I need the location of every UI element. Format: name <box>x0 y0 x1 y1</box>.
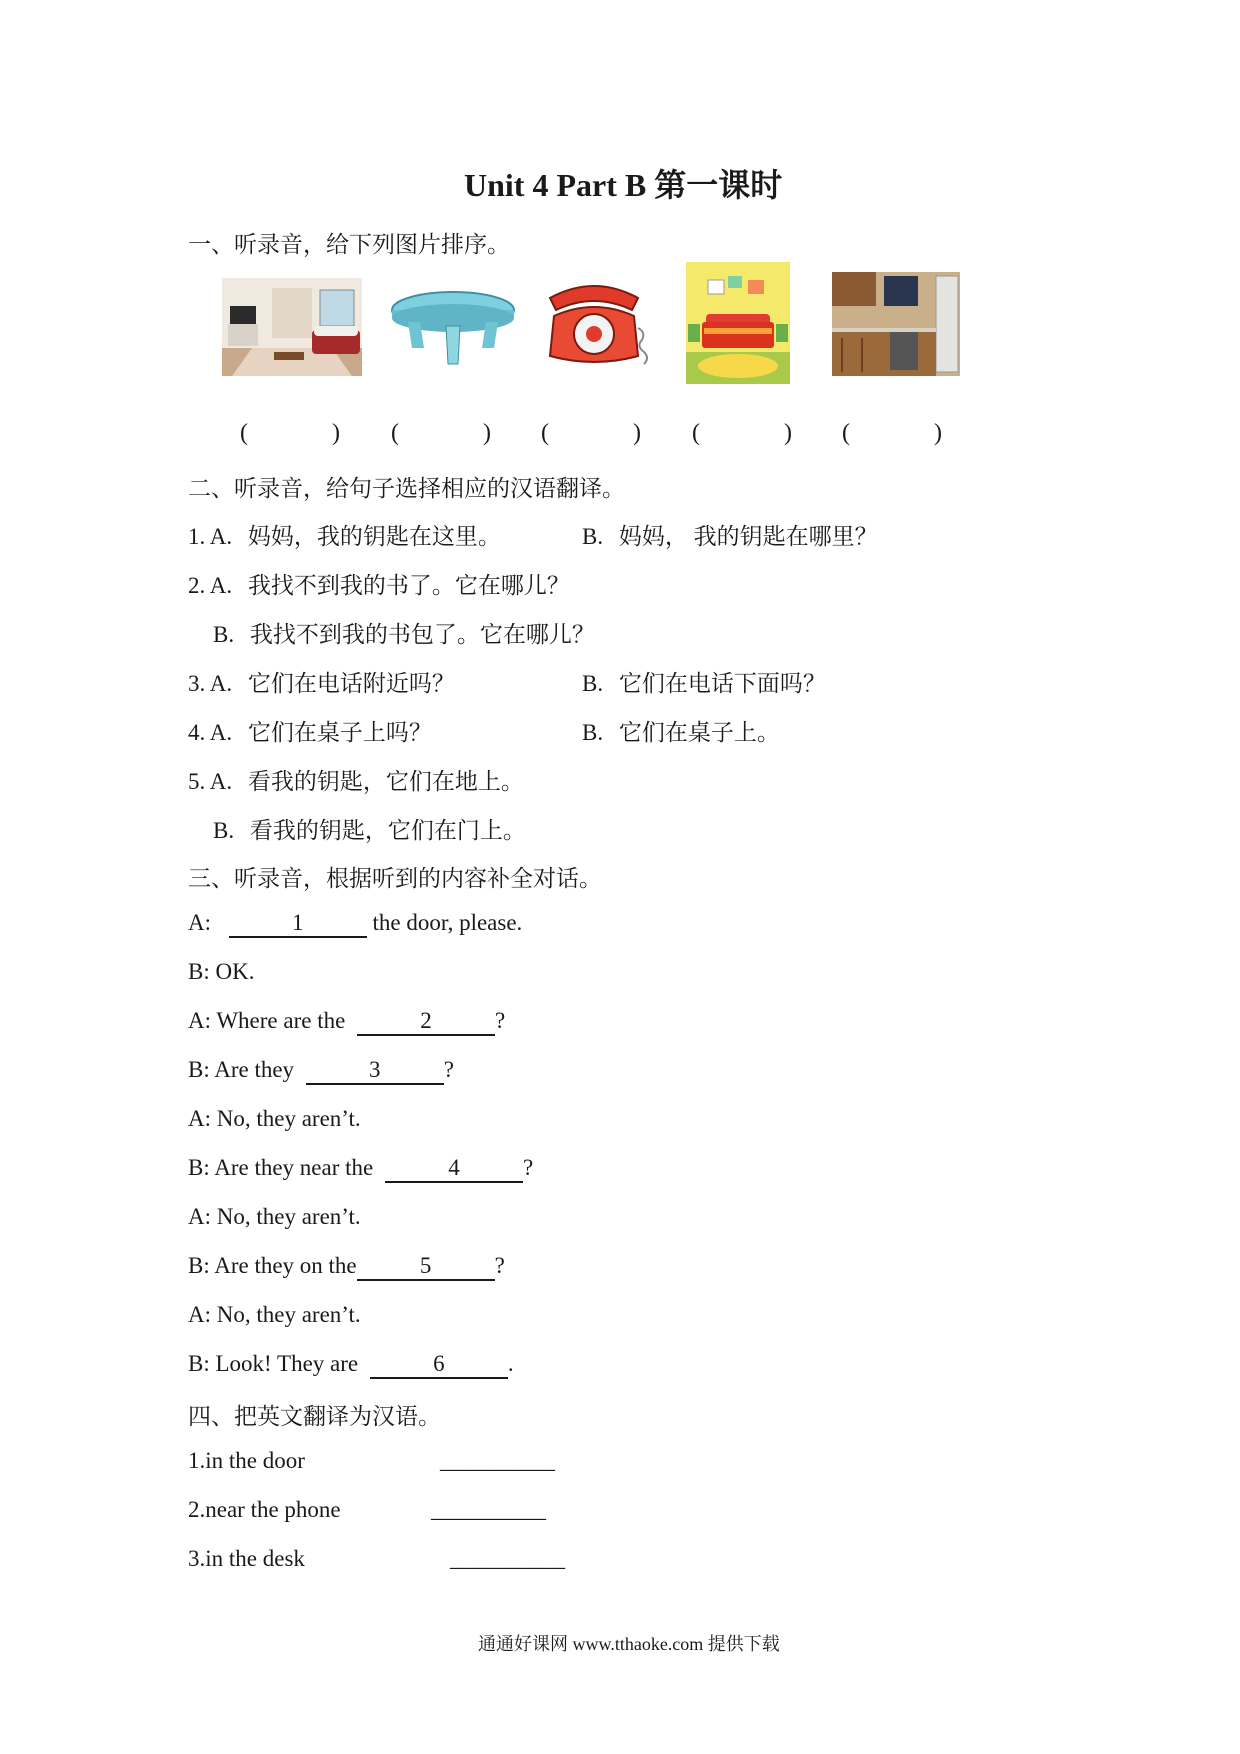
table-picture <box>390 288 516 368</box>
phone-picture <box>540 276 648 368</box>
question-2 <box>188 567 570 600</box>
option-a[interactable]: 看我的钥匙，它们在地上。 <box>247 769 524 794</box>
dialogue-line-2: B: OK. <box>188 959 255 984</box>
question-5-option-b[interactable]: B. 看我的钥匙，它们在门上。 <box>213 818 526 843</box>
fill-blank-2[interactable]: 2 <box>357 1008 495 1036</box>
dialogue-line-6: B: Are they near the 4 ? <box>188 1155 533 1183</box>
question-number: 1. A. <box>188 524 233 549</box>
section1-heading: 一、听录音，给下列图片排序。 <box>188 232 510 257</box>
option-a[interactable]: 妈妈，我的钥匙在这里。 <box>247 524 501 549</box>
translate-item-3: 3.in the desk <box>188 1546 305 1571</box>
fill-blank-4[interactable]: 4 <box>385 1155 523 1183</box>
question-number: 5. A. <box>188 769 233 794</box>
translate-item-2: 2.near the phone <box>188 1497 341 1522</box>
section4-heading: 四、把英文翻译为汉语。 <box>188 1404 441 1429</box>
translate-answer-3[interactable]: __________ <box>450 1546 565 1571</box>
section2-heading: 二、听录音，给句子选择相应的汉语翻译。 <box>188 476 625 501</box>
dialogue-line-4: B: Are they 3 ? <box>188 1057 454 1085</box>
question-number: 2. A. <box>188 573 233 598</box>
question-1 <box>188 518 501 551</box>
translate-item-1: 1.in the door <box>188 1448 305 1473</box>
question-5 <box>188 763 524 796</box>
dialogue-line-8: B: Are they on the 5 ? <box>188 1253 505 1281</box>
question-3 <box>188 665 455 698</box>
dialogue-line-7: A: No, they aren’t. <box>188 1204 361 1229</box>
question-3-option-b[interactable]: B. 它们在电话下面吗？ <box>582 671 826 696</box>
dialogue-line-3: A: Where are the 2 ? <box>188 1008 505 1036</box>
page-footer: 通通好课网 www.tthaoke.com 提供下载 <box>478 1634 780 1654</box>
fill-blank-6[interactable]: 6 <box>370 1351 508 1379</box>
fill-blank-5[interactable]: 5 <box>357 1253 495 1281</box>
kitchen-picture <box>832 272 960 376</box>
dialogue-line-1: A: 1 the door, please. <box>188 910 522 938</box>
question-4 <box>188 714 432 747</box>
question-number: 4. A. <box>188 720 233 745</box>
dialogue-line-9: A: No, they aren’t. <box>188 1302 361 1327</box>
question-2-option-b[interactable]: B. 我找不到我的书包了。它在哪儿？ <box>213 622 595 647</box>
translate-answer-1[interactable]: __________ <box>440 1448 555 1473</box>
option-a[interactable]: 它们在桌子上吗？ <box>247 720 432 745</box>
bedroom-picture <box>686 262 790 384</box>
option-a[interactable]: 我找不到我的书了。它在哪儿？ <box>247 573 570 598</box>
fill-blank-1[interactable]: 1 <box>229 910 367 938</box>
dialogue-line-5: A: No, they aren’t. <box>188 1106 361 1131</box>
living-room-picture <box>222 278 362 376</box>
option-a[interactable]: 它们在电话附近吗？ <box>247 671 455 696</box>
translate-answer-2[interactable]: __________ <box>431 1497 546 1522</box>
section3-heading: 三、听录音，根据听到的内容补全对话。 <box>188 866 602 891</box>
question-4-option-b[interactable]: B. 它们在桌子上。 <box>582 720 780 745</box>
page-title: Unit 4 Part B 第一课时 <box>464 167 783 203</box>
question-number: 3. A. <box>188 671 233 696</box>
fill-blank-3[interactable]: 3 <box>306 1057 444 1085</box>
dialogue-line-10: B: Look! They are 6 . <box>188 1351 514 1379</box>
question-1-option-b[interactable]: B. 妈妈， 我的钥匙在哪里？ <box>582 524 878 549</box>
